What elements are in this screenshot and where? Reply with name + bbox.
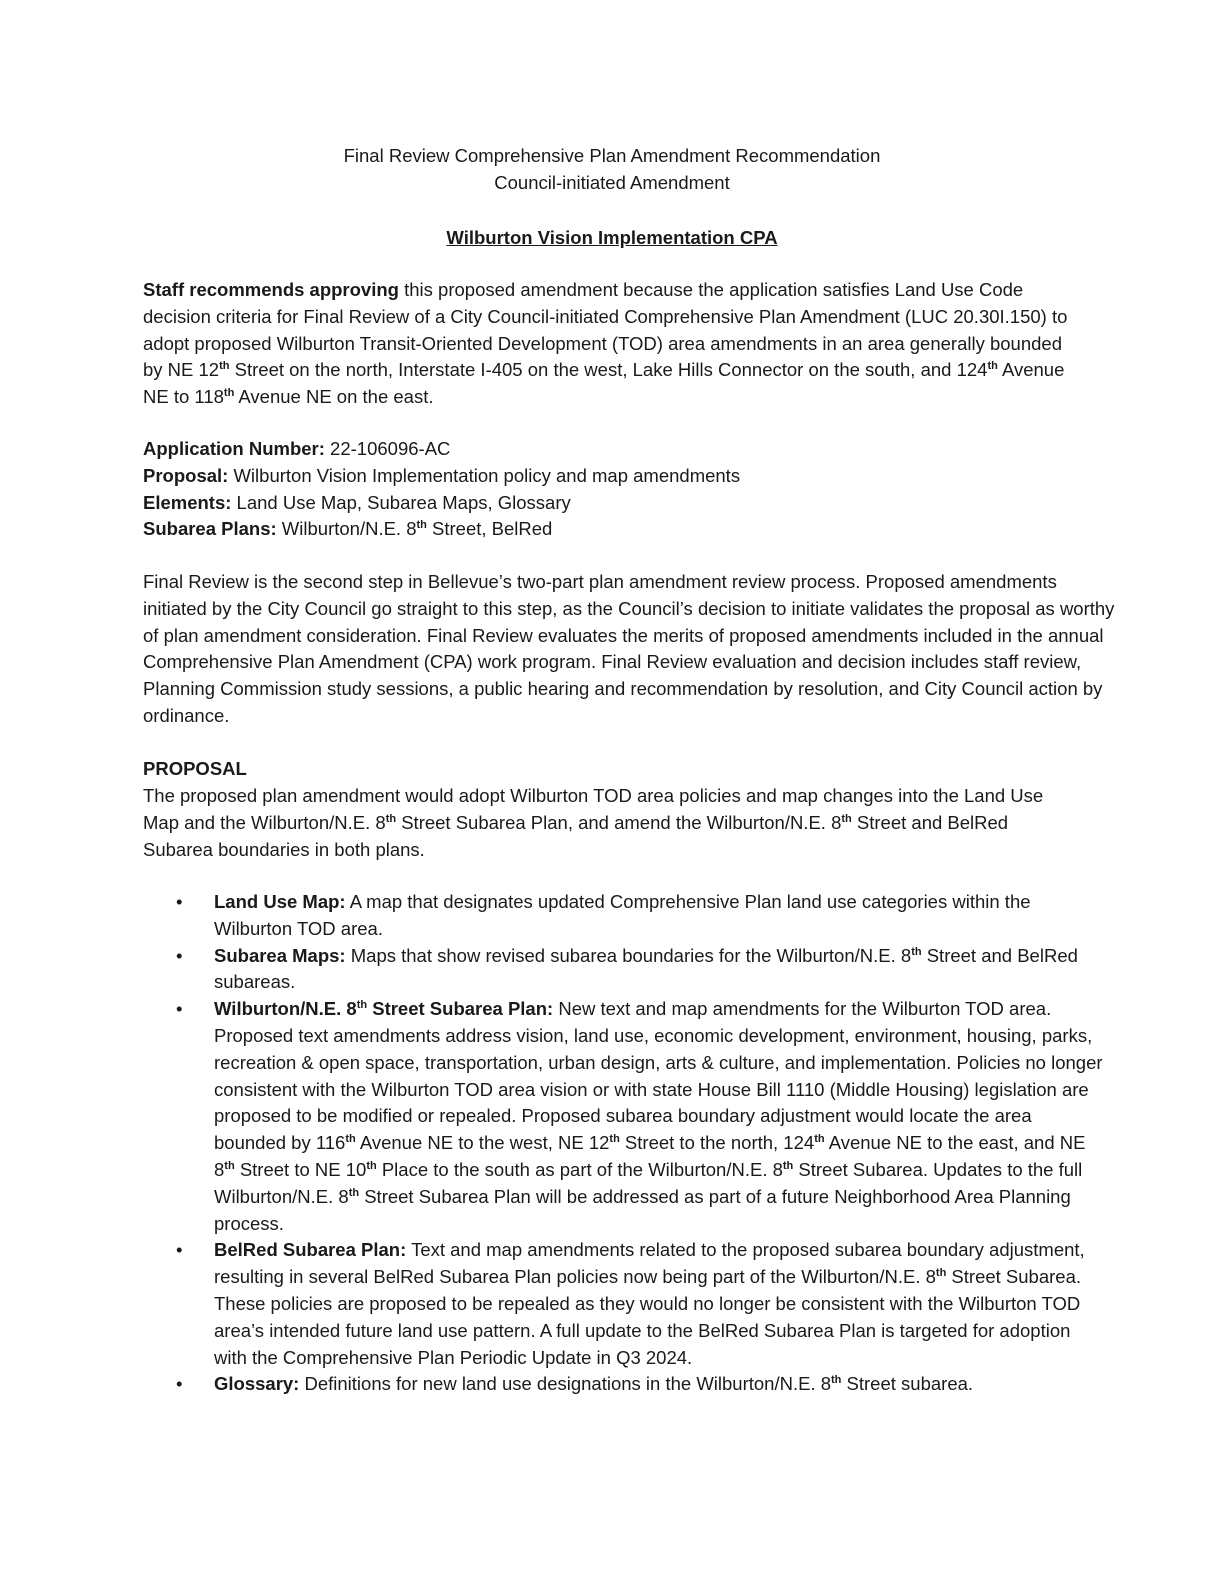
ordinal-suffix: th <box>224 1159 235 1172</box>
ordinal-suffix: th <box>831 1374 842 1387</box>
bullet-text: Street Subarea. Updates to the full Wilburton/N.E. 8 <box>214 1158 1083 1207</box>
bullet-text: A map that designates updated Comprehensive Plan land use categories within the Wilburton TOD area. <box>214 891 1031 939</box>
bullet-text: Avenue NE to the east, and NE 8 <box>214 1132 1086 1180</box>
ordinal-suffix: th <box>841 812 852 825</box>
subarea-plans-line <box>143 516 1123 543</box>
list-item <box>143 996 1103 1237</box>
proposal-text: Street and BelRed Subarea boundaries in both plans. <box>143 811 1009 860</box>
bullet-icon: • <box>176 944 183 966</box>
bullet-label-part: Wilburton/N.E. 8 <box>214 998 357 1020</box>
bullet-icon: • <box>176 891 183 912</box>
proposal-line <box>143 463 1123 490</box>
ordinal-suffix: th <box>416 519 427 532</box>
list-item <box>143 1237 1103 1371</box>
intro-text: this proposed amendment because the application satisfies Land Use Code decision criteria for Final Review of a City Council-initiated Comprehensive Plan Amendment (LUC 20.30I.150) to adopt proposed Wilburton Transit-Oriented Development (TOD) area amendments in an area generally bounded by NE 12 <box>143 279 1068 381</box>
bullet-icon: • <box>176 1239 183 1261</box>
subarea-plans-label: Subarea Plans: <box>143 518 277 540</box>
application-number-value: 22-106096-AC <box>324 438 451 459</box>
bullet-text: Street and BelRed subareas. <box>214 944 1078 993</box>
bullet-text: New text and map amendments for the Wilburton TOD area. Proposed text amendments address vision, land use, economic development, environment, housing, parks, recreation & open space, transportation, urban design, arts & culture, and implementation. Policies no longer consistent with the Wilburton TOD area vision or with state House Bill 1110 (Middle Housing) legislation are proposed to be modified or repealed. Proposed subarea boundary adjustment would locate the area bounded by 116 <box>214 998 1103 1154</box>
ordinal-suffix: th <box>348 1186 360 1199</box>
bullet-icon: • <box>176 1373 183 1395</box>
proposal-text: Street Subarea Plan, and amend the Wilburton/N.E. 8 <box>396 811 842 833</box>
proposal-label: Proposal: <box>143 464 229 486</box>
proposal-text: The proposed plan amendment would adopt Wilburton TOD area policies and map changes into the Land Use Map and the Wilburton/N.E. 8 <box>143 785 1044 833</box>
bullet-text: Street to the north, 124 <box>619 1132 815 1154</box>
header-line-1: Final Review Comprehensive Plan Amendment Recommendation <box>343 145 881 166</box>
ordinal-suffix: th <box>782 1159 794 1172</box>
application-details <box>143 436 1123 543</box>
elements-label: Elements: <box>143 491 232 513</box>
bullet-label: Glossary: <box>214 1373 300 1395</box>
list-item <box>143 1371 1103 1398</box>
ordinal-suffix: th <box>935 1267 947 1280</box>
bullet-text: Street Subarea. These policies are proposed to be repealed as they would no longer be consistent with the Wilburton TOD area’s intended future land use pattern. A full update to the BelRed Subarea Plan is targeted for adoption with the Comprehensive Plan Periodic Update in Q3 2024. <box>214 1266 1082 1368</box>
proposal-paragraph <box>143 783 1083 863</box>
proposal-heading: PROPOSAL <box>143 758 247 779</box>
bullet-text: Street Subarea Plan will be addressed as part of a future Neighborhood Area Planning process. <box>214 1185 1071 1234</box>
intro-bold-lead: Staff recommends approving <box>143 279 399 300</box>
proposal-value: Wilburton Vision Implementation policy and map amendments <box>228 464 741 486</box>
elements-line <box>143 490 1123 517</box>
subarea-plans-value: Street, BelRed <box>426 518 553 540</box>
bullet-icon: • <box>176 998 183 1020</box>
ordinal-suffix: th <box>223 387 235 400</box>
list-item <box>143 889 1103 943</box>
ordinal-suffix: th <box>385 812 397 825</box>
application-number-line <box>143 436 1123 463</box>
ordinal-suffix: th <box>609 1133 620 1146</box>
document-header <box>0 143 1224 197</box>
bullet-text: Text and map amendments related to the proposed subarea boundary adjustment, resulting in several BelRed Subarea Plan policies now being part of the Wilburton/N.E. 8 <box>214 1239 1085 1288</box>
intro-text: Street on the north, Interstate I-405 on the west, Lake Hills Connector on the south, and 124 <box>229 359 988 381</box>
bullet-label: BelRed Subarea Plan: <box>214 1239 407 1261</box>
document-title: Wilburton Vision Implementation CPA <box>446 227 778 248</box>
header-line-2: Council-initiated Amendment <box>494 171 730 193</box>
bullet-text: Maps that show revised subarea boundaries for the Wilburton/N.E. 8 <box>345 944 912 966</box>
bullet-label: Subarea Maps: <box>214 944 346 966</box>
bullet-text: Definitions for new land use designations in the Wilburton/N.E. 8 <box>299 1373 832 1395</box>
intro-text: Avenue NE to 118 <box>143 359 1065 408</box>
ordinal-suffix: th <box>345 1133 356 1146</box>
final-review-paragraph: Final Review is the second step in Bellevue’s two-part plan amendment review process. Proposed amendments initiated by the City Council go straight to this step, as the Council’s decision to initiate validates the proposal as worthy of plan amendment consideration. Final Review evaluates the merits of proposed amendments included in the annual Comprehensive Plan Amendment (CPA) work program. Final Review evaluation and decision includes staff review, Planning Commission study sessions, a public hearing and recommendation by resolution, and City Council action by ordinance. <box>143 571 1115 726</box>
ordinal-suffix: th <box>366 1159 377 1172</box>
intro-paragraph <box>143 277 1083 411</box>
bullet-text: Street subarea. <box>841 1373 974 1395</box>
ordinal-suffix: th <box>987 360 998 373</box>
proposal-bullet-list <box>143 889 1103 1398</box>
application-number-label: Application Number: <box>143 438 325 459</box>
bullet-text: Street to NE 10 <box>234 1158 367 1180</box>
ordinal-suffix: th <box>814 1133 825 1146</box>
ordinal-suffix: th <box>219 360 230 373</box>
elements-value: Land Use Map, Subarea Maps, Glossary <box>231 491 571 513</box>
bullet-label-part: Street Subarea Plan: <box>367 998 554 1020</box>
subarea-plans-value: Wilburton/N.E. 8 <box>276 518 417 540</box>
ordinal-suffix: th <box>356 999 368 1012</box>
bullet-label <box>214 998 553 1019</box>
bullet-label: Land Use Map: <box>214 891 346 912</box>
bullet-text: Place to the south as part of the Wilburton/N.E. 8 <box>376 1158 783 1180</box>
ordinal-suffix: th <box>911 945 922 958</box>
list-item <box>143 943 1103 997</box>
intro-text: Avenue NE on the east. <box>234 386 434 408</box>
bullet-text: Avenue NE to the west, NE 12 <box>355 1132 610 1154</box>
